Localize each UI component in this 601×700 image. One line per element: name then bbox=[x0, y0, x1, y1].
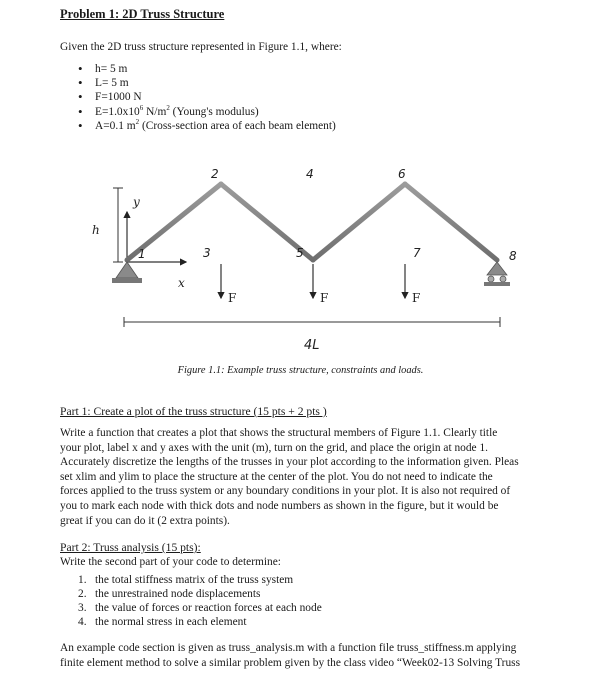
param-l: • L= 5 m bbox=[78, 76, 336, 90]
intro-text: Given the 2D truss structure represented in Figure 1.1, where: bbox=[60, 41, 342, 53]
task-item: 4. the normal stress in each element bbox=[78, 616, 247, 628]
load-label-node-7: F bbox=[412, 291, 421, 305]
param-e: • $E=1.0x10^6$ $N/m^2$ (Young's modulus) bbox=[78, 105, 336, 119]
x-axis-label: x bbox=[178, 276, 185, 290]
roller-support-node-8 bbox=[484, 262, 510, 286]
node-label-7: 7 bbox=[413, 246, 421, 260]
node-label-3: 3 bbox=[203, 246, 211, 260]
pin-support-node-1 bbox=[112, 262, 142, 283]
node-label-2: 2 bbox=[211, 167, 219, 181]
h-label: h bbox=[92, 223, 100, 237]
task-item: 1. the total stiffness matrix of the truss system bbox=[78, 574, 294, 586]
part2-intro: Write the second part of your code to determine: bbox=[60, 556, 281, 568]
load-label-node-3: F bbox=[228, 291, 237, 305]
load-arrows bbox=[221, 264, 405, 298]
node-label-8: 8 bbox=[509, 249, 517, 263]
param-h: • h= 5 m bbox=[78, 62, 336, 76]
span-label: 4L bbox=[304, 338, 320, 353]
truss-members bbox=[127, 184, 497, 260]
param-f: • F=1000 N bbox=[78, 90, 336, 104]
member-5-6 bbox=[313, 184, 405, 260]
node-label-1: 1 bbox=[138, 247, 146, 261]
truss-figure bbox=[0, 150, 601, 362]
part2-heading: Part 2: Truss analysis (15 pts): bbox=[60, 541, 201, 554]
parameter-list bbox=[78, 62, 336, 133]
span-dimension bbox=[124, 317, 500, 327]
task-list bbox=[78, 573, 322, 629]
closing-paragraph: An example code section is given as truss_analysis.m with a function file truss_stiffness.m applying finite element method to solve a similar problem given by the class video “Week02-13 Solving Truss bbox=[60, 642, 521, 669]
load-label-node-5: F bbox=[320, 291, 329, 305]
y-axis-label: y bbox=[133, 195, 140, 209]
part1-body: Write a function that creates a plot that shows the structural members of Figure 1.1. Clearly title your plot, label x and y axes with the unit (m), turn on the grid, and place the origin at node 1. Accurately discretize the lengths of the trusses in your plot according to the information given. Pleas set xlim and ylim to place the structure at the center of the plot. You do not need to indicate the forces applied to the truss system or any boundary conditions in your plot. It is also not required of you to mark each node with thick dots and node numbers as shown in the figure, but it would be great if you can do it (2 extra points). bbox=[60, 427, 519, 527]
param-a: • A=0.1 $m^2$ (Cross-section area of each beam element) bbox=[78, 119, 336, 133]
part1-heading: Part 1: Create a plot of the truss structure (15 pts + 2 pts ) bbox=[60, 405, 327, 418]
node-label-6: 6 bbox=[398, 167, 406, 181]
problem-title: Problem 1: 2D Truss Structure bbox=[60, 7, 225, 21]
node-label-4: 4 bbox=[306, 167, 314, 181]
task-item: 3. the value of forces or reaction forces at each node bbox=[78, 602, 322, 614]
task-item: 2. the unrestrained node displacements bbox=[78, 588, 261, 600]
node-label-5: 5 bbox=[296, 246, 304, 260]
figure-caption: Figure 1.1: Example truss structure, constraints and loads. bbox=[177, 365, 424, 376]
height-dimension bbox=[113, 188, 123, 262]
